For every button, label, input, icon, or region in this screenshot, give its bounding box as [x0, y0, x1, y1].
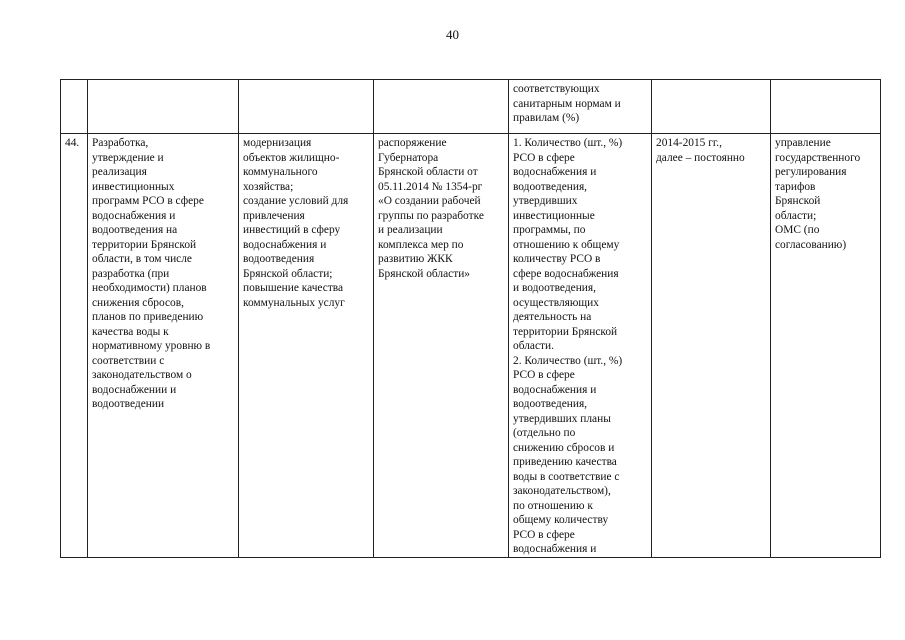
document-text: распоряжение Губернатора Брянской области от 05.11.2014 № 1354-рг «О создании рабочей группы по разработке и реализации комплекса мер по развитию ЖКК Брянской области» [378, 137, 484, 280]
table-row-44 [61, 134, 881, 558]
measures-text: модернизация объектов жилищно- коммунального хозяйства; создание условий для привлечения инвестиций в сферу водоснабжения и водоотведения Брянской области; повышение качества коммунальных услуг [243, 137, 349, 309]
indicator-cell [509, 134, 652, 558]
measures-table [60, 79, 881, 558]
row-number-cell [61, 80, 88, 134]
term-text: 2014-2015 гг., далее – постоянно [656, 137, 745, 164]
task-cell [88, 134, 239, 558]
responsible-cell [771, 134, 881, 558]
measures-cell [239, 80, 374, 134]
term-cell [652, 80, 771, 134]
task-cell [88, 80, 239, 134]
responsible-cell [771, 80, 881, 134]
page-number: 40 [446, 27, 459, 42]
table-row-continued [61, 80, 881, 134]
document-cell [374, 80, 509, 134]
responsible-text: управление государственного регулирования тарифов Брянской области; ОМС (по согласованию) [775, 137, 861, 251]
measures-cell [239, 134, 374, 558]
task-text: Разработка, утверждение и реализация инвестиционных программ РСО в сфере водоснабжения и водоотведения на территории Брянской области, в том числе разработка (при необходимости) планов снижения сбросов, планов по приведению качества воды к нормативному уровню в соответствии с законодательством о водоснабжении и водоотведении [92, 137, 211, 410]
indicator-text: соответствующих санитарным нормам и правилам (%) [513, 83, 621, 124]
indicator-text: 1. Количество (шт., %) РСО в сфере водоснабжения и водоотведения, утвердивших инвестиционные программы, по отношению к общему количеству РСО в сфере водоснабжения и водоотведения, осуществляющих деятельность на территории Брянской области. 2. Количество (шт., %) РСО в сфере водоснабжения и водоотведения, утвердивших планы (отдельно по снижению сбросов и приведению качества воды в соответствие с законодательством), по отношению к общему количеству РСО в сфере водоснабжения и [513, 137, 623, 555]
term-cell [652, 134, 771, 558]
document-cell [374, 134, 509, 558]
row-number-cell [61, 134, 88, 558]
indicator-cell [509, 80, 652, 134]
row-number: 44. [65, 137, 80, 149]
